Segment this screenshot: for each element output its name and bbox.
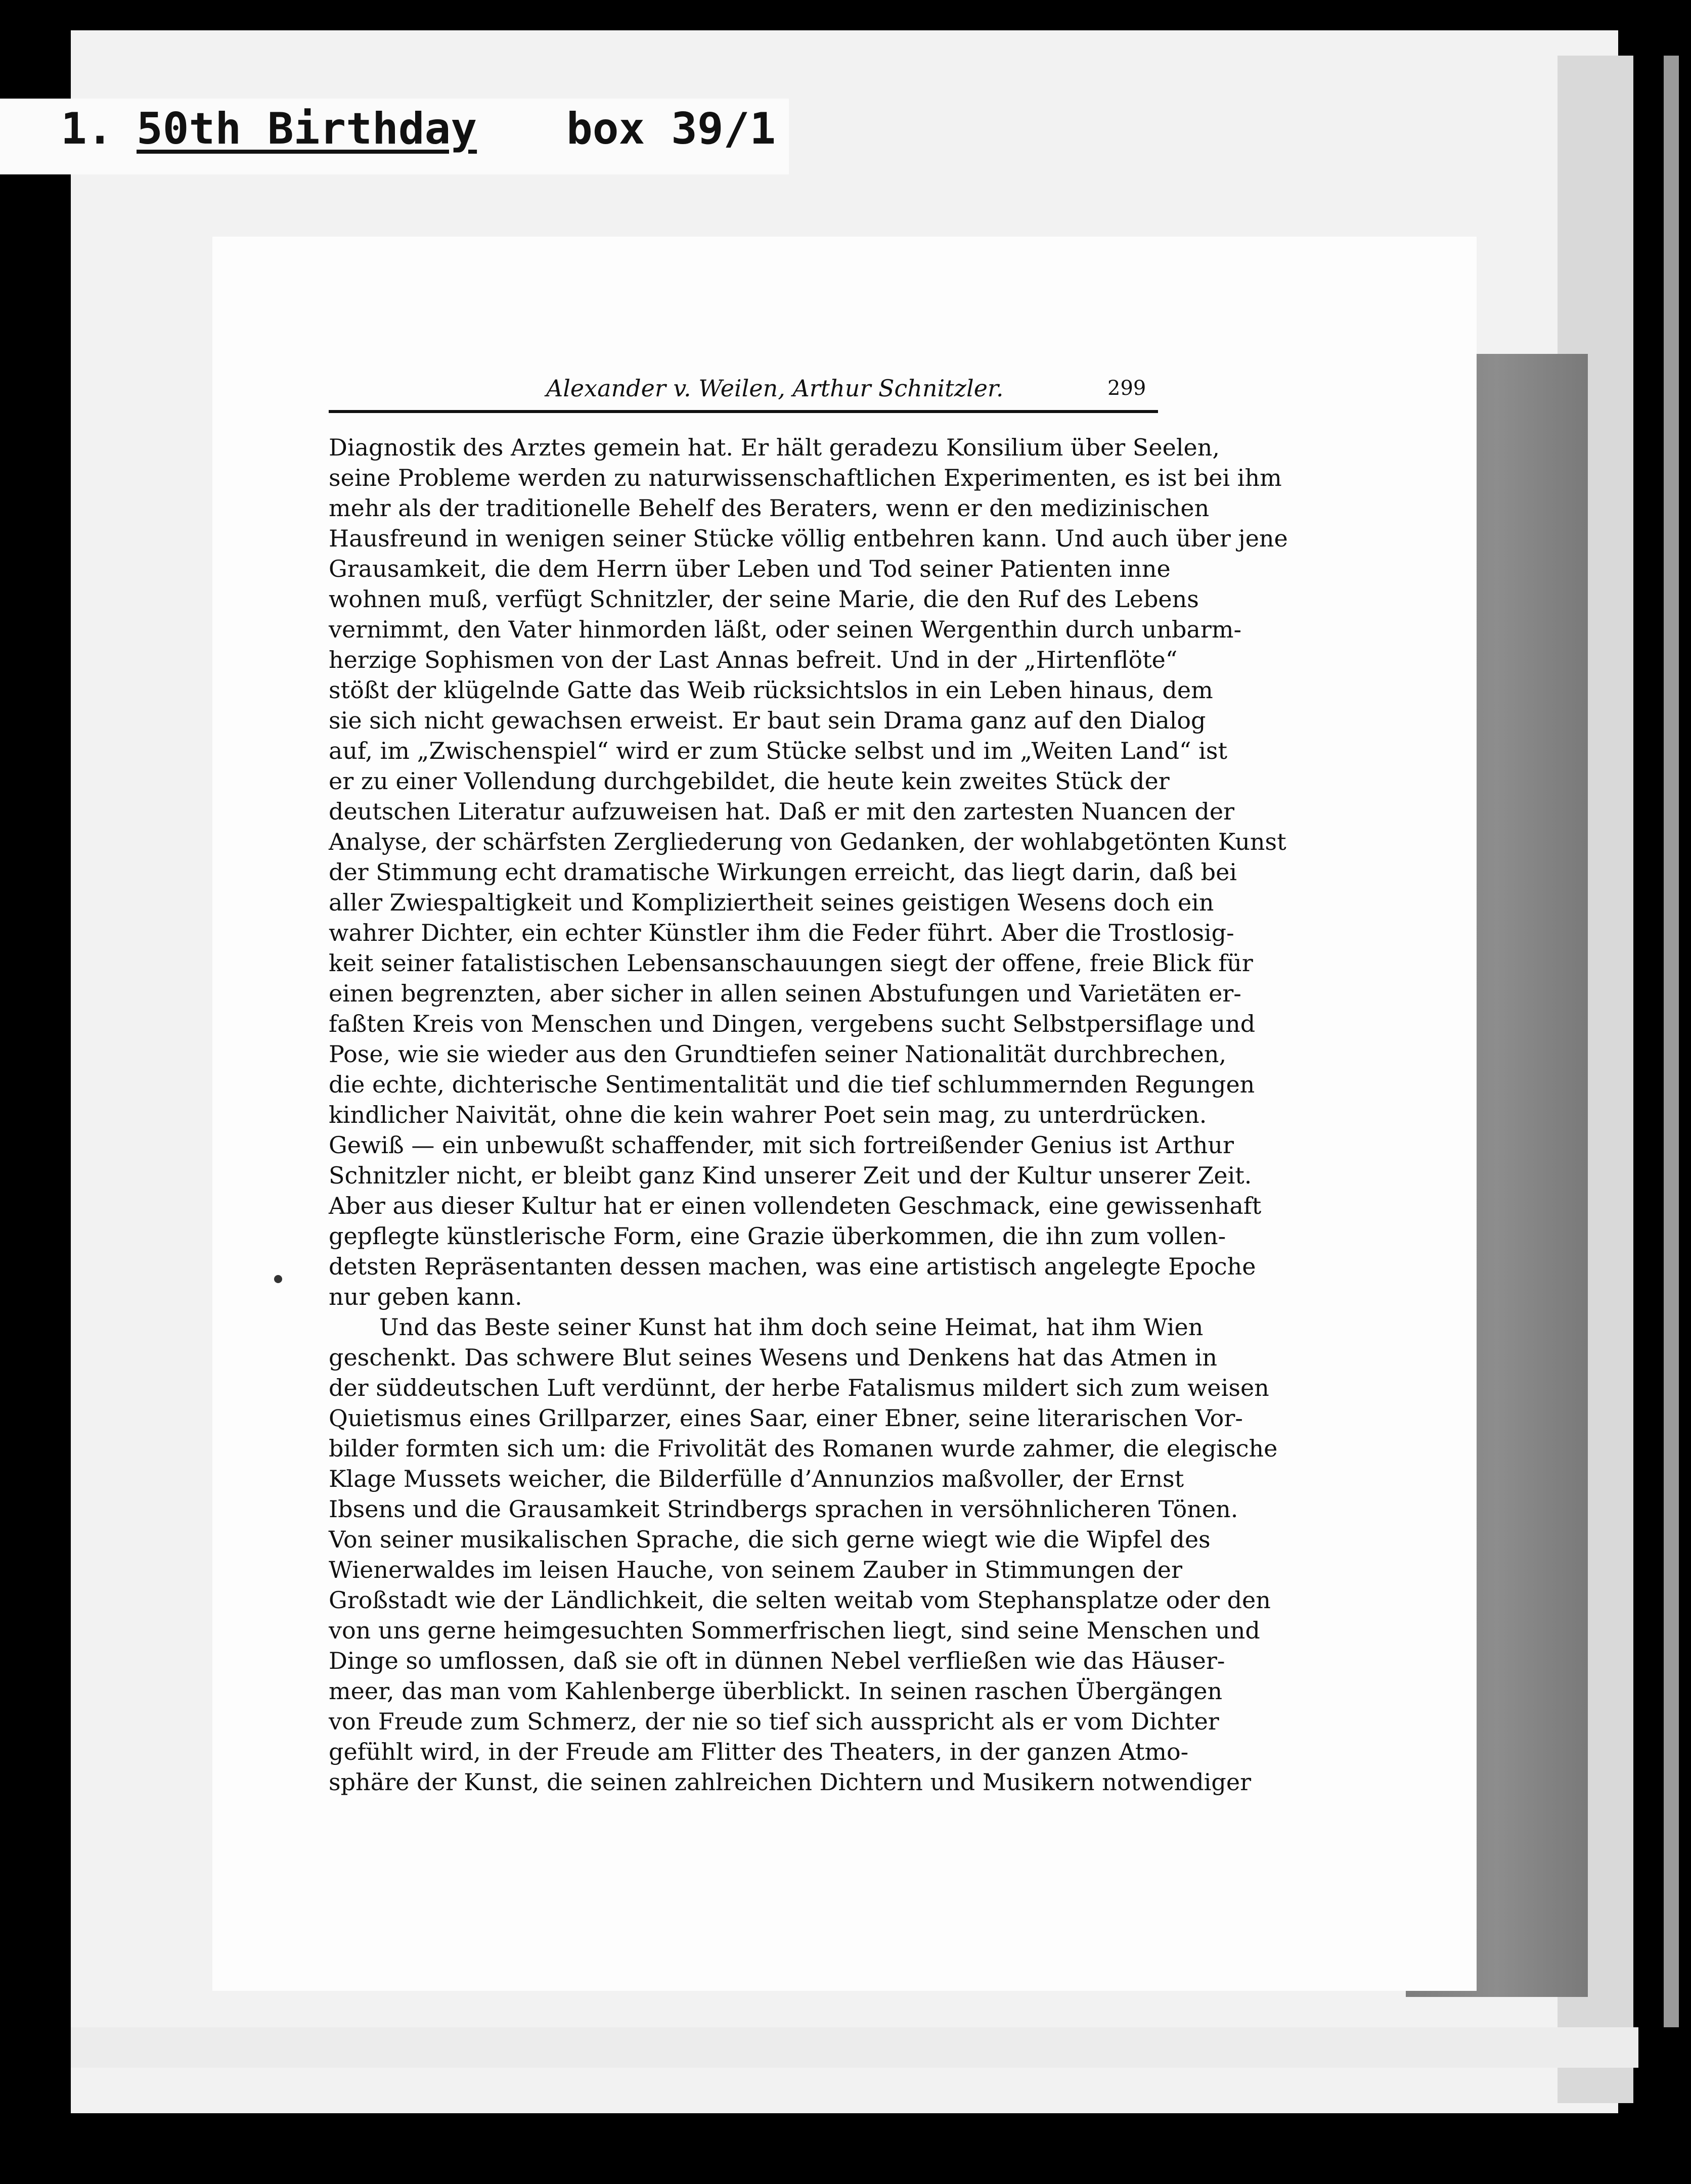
text-line: sphäre der Kunst, die seinen zahlreichen Dichtern und Musikern notwendiger bbox=[329, 1768, 1252, 1796]
text-line: geschenkt. Das schwere Blut seines Wesens und Denkens hat das Atmen in bbox=[329, 1344, 1217, 1371]
text-line: seine Probleme werden zu naturwissenschaftlichen Experimenten, es ist bei ihm bbox=[329, 464, 1282, 491]
text-line: Analyse, der schärfsten Zergliederung von Gedanken, der wohlabgetönten Kunst bbox=[329, 828, 1286, 855]
text-line: von Freude zum Schmerz, der nie so tief sich ausspricht als er vom Dichter bbox=[329, 1708, 1219, 1735]
margin-mark bbox=[274, 1275, 282, 1283]
text-line: Aber aus dieser Kultur hat er einen vollendeten Geschmack, eine gewissenhaft bbox=[329, 1192, 1262, 1219]
archive-label bbox=[61, 104, 776, 306]
text-line: aller Zwiespaltigkeit und Kompliziertheit seines geistigen Wesens doch ein bbox=[329, 889, 1214, 916]
archive-label-box: box 39/1 bbox=[566, 104, 776, 154]
text-line: Grausamkeit, die dem Herrn über Leben und Tod seiner Patienten inne bbox=[329, 555, 1171, 582]
text-line: auf, im „Zwischenspiel“ wird er zum Stücke selbst und im „Weiten Land“ ist bbox=[329, 737, 1227, 764]
text-line: faßten Kreis von Menschen und Dingen, vergebens sucht Selbstpersiflage und bbox=[329, 1010, 1256, 1037]
text-line: Schnitzler nicht, er bleibt ganz Kind unserer Zeit und der Kultur unserer Zeit. bbox=[329, 1162, 1252, 1189]
text-line: meer, das man vom Kahlenberge überblickt. In seinen raschen Übergängen bbox=[329, 1677, 1223, 1705]
text-line: Hausfreund in wenigen seiner Stücke völlig entbehren kann. Und auch über jene bbox=[329, 525, 1288, 552]
text-line: nur geben kann. bbox=[329, 1283, 522, 1310]
text-line: herzige Sophismen von der Last Annas befreit. Und in der „Hirtenflöte“ bbox=[329, 646, 1178, 673]
text-line: Dinge so umflossen, daß sie oft in dünnen Nebel verfließen wie das Häuser- bbox=[329, 1647, 1225, 1674]
text-line: wahrer Dichter, ein echter Künstler ihm die Feder führt. Aber die Trostlosig- bbox=[329, 919, 1234, 946]
archive-label-title: 50th Birthday bbox=[137, 104, 477, 154]
text-line: vernimmt, den Vater hinmorden läßt, oder seinen Wergenthin durch unbarm- bbox=[329, 616, 1242, 643]
text-line: Großstadt wie der Ländlichkeit, die selten weitab vom Stephansplatze oder den bbox=[329, 1586, 1271, 1614]
text-line: der Stimmung echt dramatische Wirkungen erreicht, das liegt darin, daß bei bbox=[329, 858, 1237, 886]
text-line: die echte, dichterische Sentimentalität und die tief schlummernden Regungen bbox=[329, 1071, 1255, 1098]
text-line: Quietismus eines Grillparzer, eines Saar, einer Ebner, seine literarischen Vor- bbox=[329, 1404, 1243, 1432]
text-line: Ibsens und die Grausamkeit Strindbergs sprachen in versöhnlicheren Tönen. bbox=[329, 1495, 1238, 1523]
text-line: Klage Mussets weicher, die Bilderfülle d’Annunzios maßvoller, der Ernst bbox=[329, 1465, 1184, 1492]
text-line: er zu einer Vollendung durchgebildet, die heute kein zweites Stück der bbox=[329, 767, 1170, 795]
archive-label-index: 1. bbox=[61, 104, 113, 154]
text-line: detsten Repräsentanten dessen machen, was eine artistisch angelegte Epoche bbox=[329, 1253, 1256, 1280]
text-line: mehr als der traditionelle Behelf des Beraters, wenn er den medizinischen bbox=[329, 494, 1210, 522]
backing-sheet-bottom bbox=[71, 2027, 1638, 2068]
text-line: sie sich nicht gewachsen erweist. Er baut sein Drama ganz auf den Dialog bbox=[329, 707, 1206, 734]
running-header bbox=[329, 367, 1158, 413]
text-line: Wienerwaldes im leisen Hauche, von seinem Zauber in Stimmungen der bbox=[329, 1556, 1182, 1583]
text-line: keit seiner fatalistischen Lebensanschauungen siegt der offene, freie Blick für bbox=[329, 949, 1253, 977]
backing-sheet-shadow bbox=[1664, 56, 1679, 2027]
running-header-title: Alexander v. Weilen, Arthur Schnitzler. bbox=[546, 375, 1004, 402]
text-line: Von seiner musikalischen Sprache, die sich gerne wiegt wie die Wipfel des bbox=[329, 1526, 1211, 1553]
text-line: Pose, wie sie wieder aus den Grundtiefen seiner Nationalität durchbrechen, bbox=[329, 1040, 1227, 1068]
text-line: wohnen muß, verfügt Schnitzler, der seine Marie, die den Ruf des Lebens bbox=[329, 585, 1199, 613]
text-line: Diagnostik des Arztes gemein hat. Er hält geradezu Konsilium über Seelen, bbox=[329, 434, 1220, 461]
text-line: bilder formten sich um: die Frivolität des Romanen wurde zahmer, die elegische bbox=[329, 1435, 1278, 1462]
text-line: einen begrenzten, aber sicher in allen seinen Abstufungen und Varietäten er- bbox=[329, 980, 1241, 1007]
text-line: gepflegte künstlerische Form, eine Grazie überkommen, die ihn zum vollen- bbox=[329, 1222, 1226, 1250]
text-line: von uns gerne heimgesuchten Sommerfrischen liegt, sind seine Menschen und bbox=[329, 1617, 1260, 1644]
text-line: stößt der klügelnde Gatte das Weib rücksichtslos in ein Leben hinaus, dem bbox=[329, 676, 1213, 704]
text-line: deutschen Literatur aufzuweisen hat. Daß er mit den zartesten Nuancen der bbox=[329, 798, 1235, 825]
text-line: Gewiß — ein unbewußt schaffender, mit sich fortreißender Genius ist Arthur bbox=[329, 1131, 1234, 1159]
text-line: kindlicher Naivität, ohne die kein wahrer Poet sein mag, zu unterdrücken. bbox=[329, 1101, 1207, 1128]
page-number: 299 bbox=[1107, 377, 1146, 400]
text-line: Und das Beste seiner Kunst hat ihm doch seine Heimat, hat ihm Wien bbox=[379, 1313, 1204, 1341]
text-line: der süddeutschen Luft verdünnt, der herbe Fatalismus mildert sich zum weisen bbox=[329, 1374, 1269, 1401]
text-line: gefühlt wird, in der Freude am Flitter des Theaters, in der ganzen Atmo- bbox=[329, 1738, 1189, 1765]
